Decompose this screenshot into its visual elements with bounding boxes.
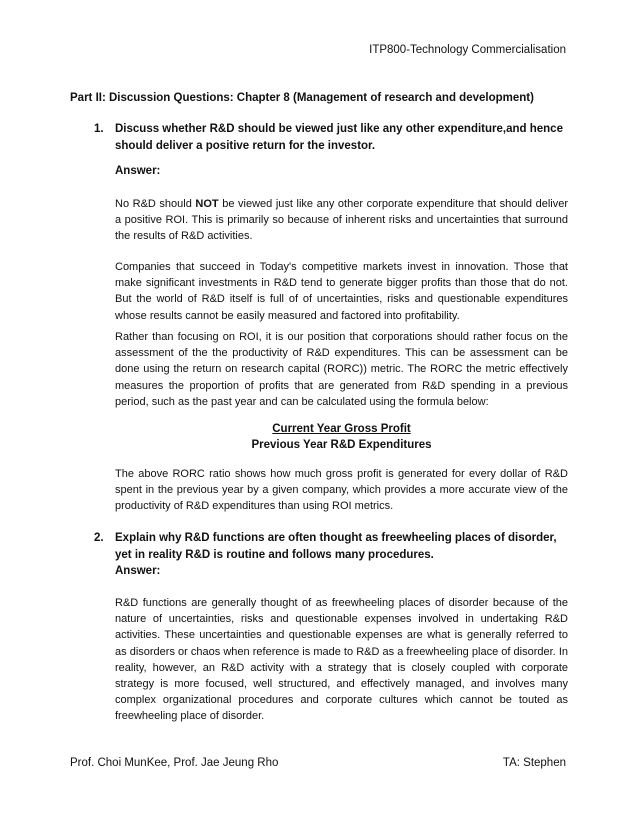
- part-title: Part II: Discussion Questions: Chapter 8 (Management of research and development): [70, 92, 534, 104]
- question-text: Explain why R&D functions are often thought as freewheeling places of disorder, yet in reality R&D is routine and follows many procedures.: [115, 532, 557, 561]
- emphasis-not: NOT: [195, 198, 219, 210]
- question-number: 2.: [94, 532, 104, 544]
- question-1: [94, 121, 568, 155]
- answer-paragraph: The above RORC ratio shows how much gross profit is generated for every dollar of R&D spent in the previous year by a given company, which provides a more accurate view of the productivity of R&D expenditures than using ROI metrics.: [115, 468, 568, 513]
- question-text: Discuss whether R&D should be viewed just like any other expenditure,and hence should deliver a positive return for the investor.: [115, 123, 563, 152]
- formula-numerator: Current Year Gross Profit: [272, 423, 411, 435]
- answer-paragraph: R&D functions are generally thought of as freewheeling places of disorder because of the nature of uncertainties, risks and questionable expenses involved in undertaking R&D activities. These uncertainties and questionable expenses are what is generally referred to as disorders or chaos when reference is made to R&D as a freewheeling place of disorder. In reality, however, an R&D activity with a strategy that is closely coupled with corporate strategy is more focused, well structured, and effectively managed, and involves many complex organizational procedures and corporate cultures which cannot be touted as freewheeling place of disorder.: [115, 597, 568, 723]
- question-2: [94, 530, 568, 564]
- answer-label: Answer:: [115, 565, 161, 577]
- answer-paragraph: Companies that succeed in Today's competitive markets invest in innovation. Those that make significant investments in R&D tend to generate bigger profits than those that do not. But the world of R&D itself is full of of uncertainties, risks and questionable expenditures whose results cannot be easily measured and factored into profitability.: [115, 261, 568, 322]
- question-number: 1.: [94, 123, 104, 135]
- footer-professors: Prof. Choi MunKee, Prof. Jae Jeung Rho: [70, 757, 279, 769]
- formula-denominator: Previous Year R&D Expenditures: [251, 439, 432, 451]
- page-header: ITP800-Technology Commercialisation: [369, 44, 566, 56]
- answer-paragraph: Rather than focusing on ROI, it is our position that corporations should rather focus on the assessment of the the productivity of R&D expenditures. This can be assessment can be done using the return on research capital (RORC)) metric. The RORC the metric effectively measures the proportion of profits that are generated from R&D spending in a previous period, such as the past year and can be calculated using the formula below:: [115, 331, 568, 408]
- rorc-formula: [115, 421, 568, 453]
- answer-paragraph: No R&D should NOT be viewed just like any other corporate expenditure that should deliver a positive ROI. This is primarily so because of inherent risks and uncertainties that surround the results of R&D activities.: [115, 198, 568, 243]
- footer-ta: TA: Stephen: [502, 757, 566, 769]
- answer-label: Answer:: [115, 165, 161, 177]
